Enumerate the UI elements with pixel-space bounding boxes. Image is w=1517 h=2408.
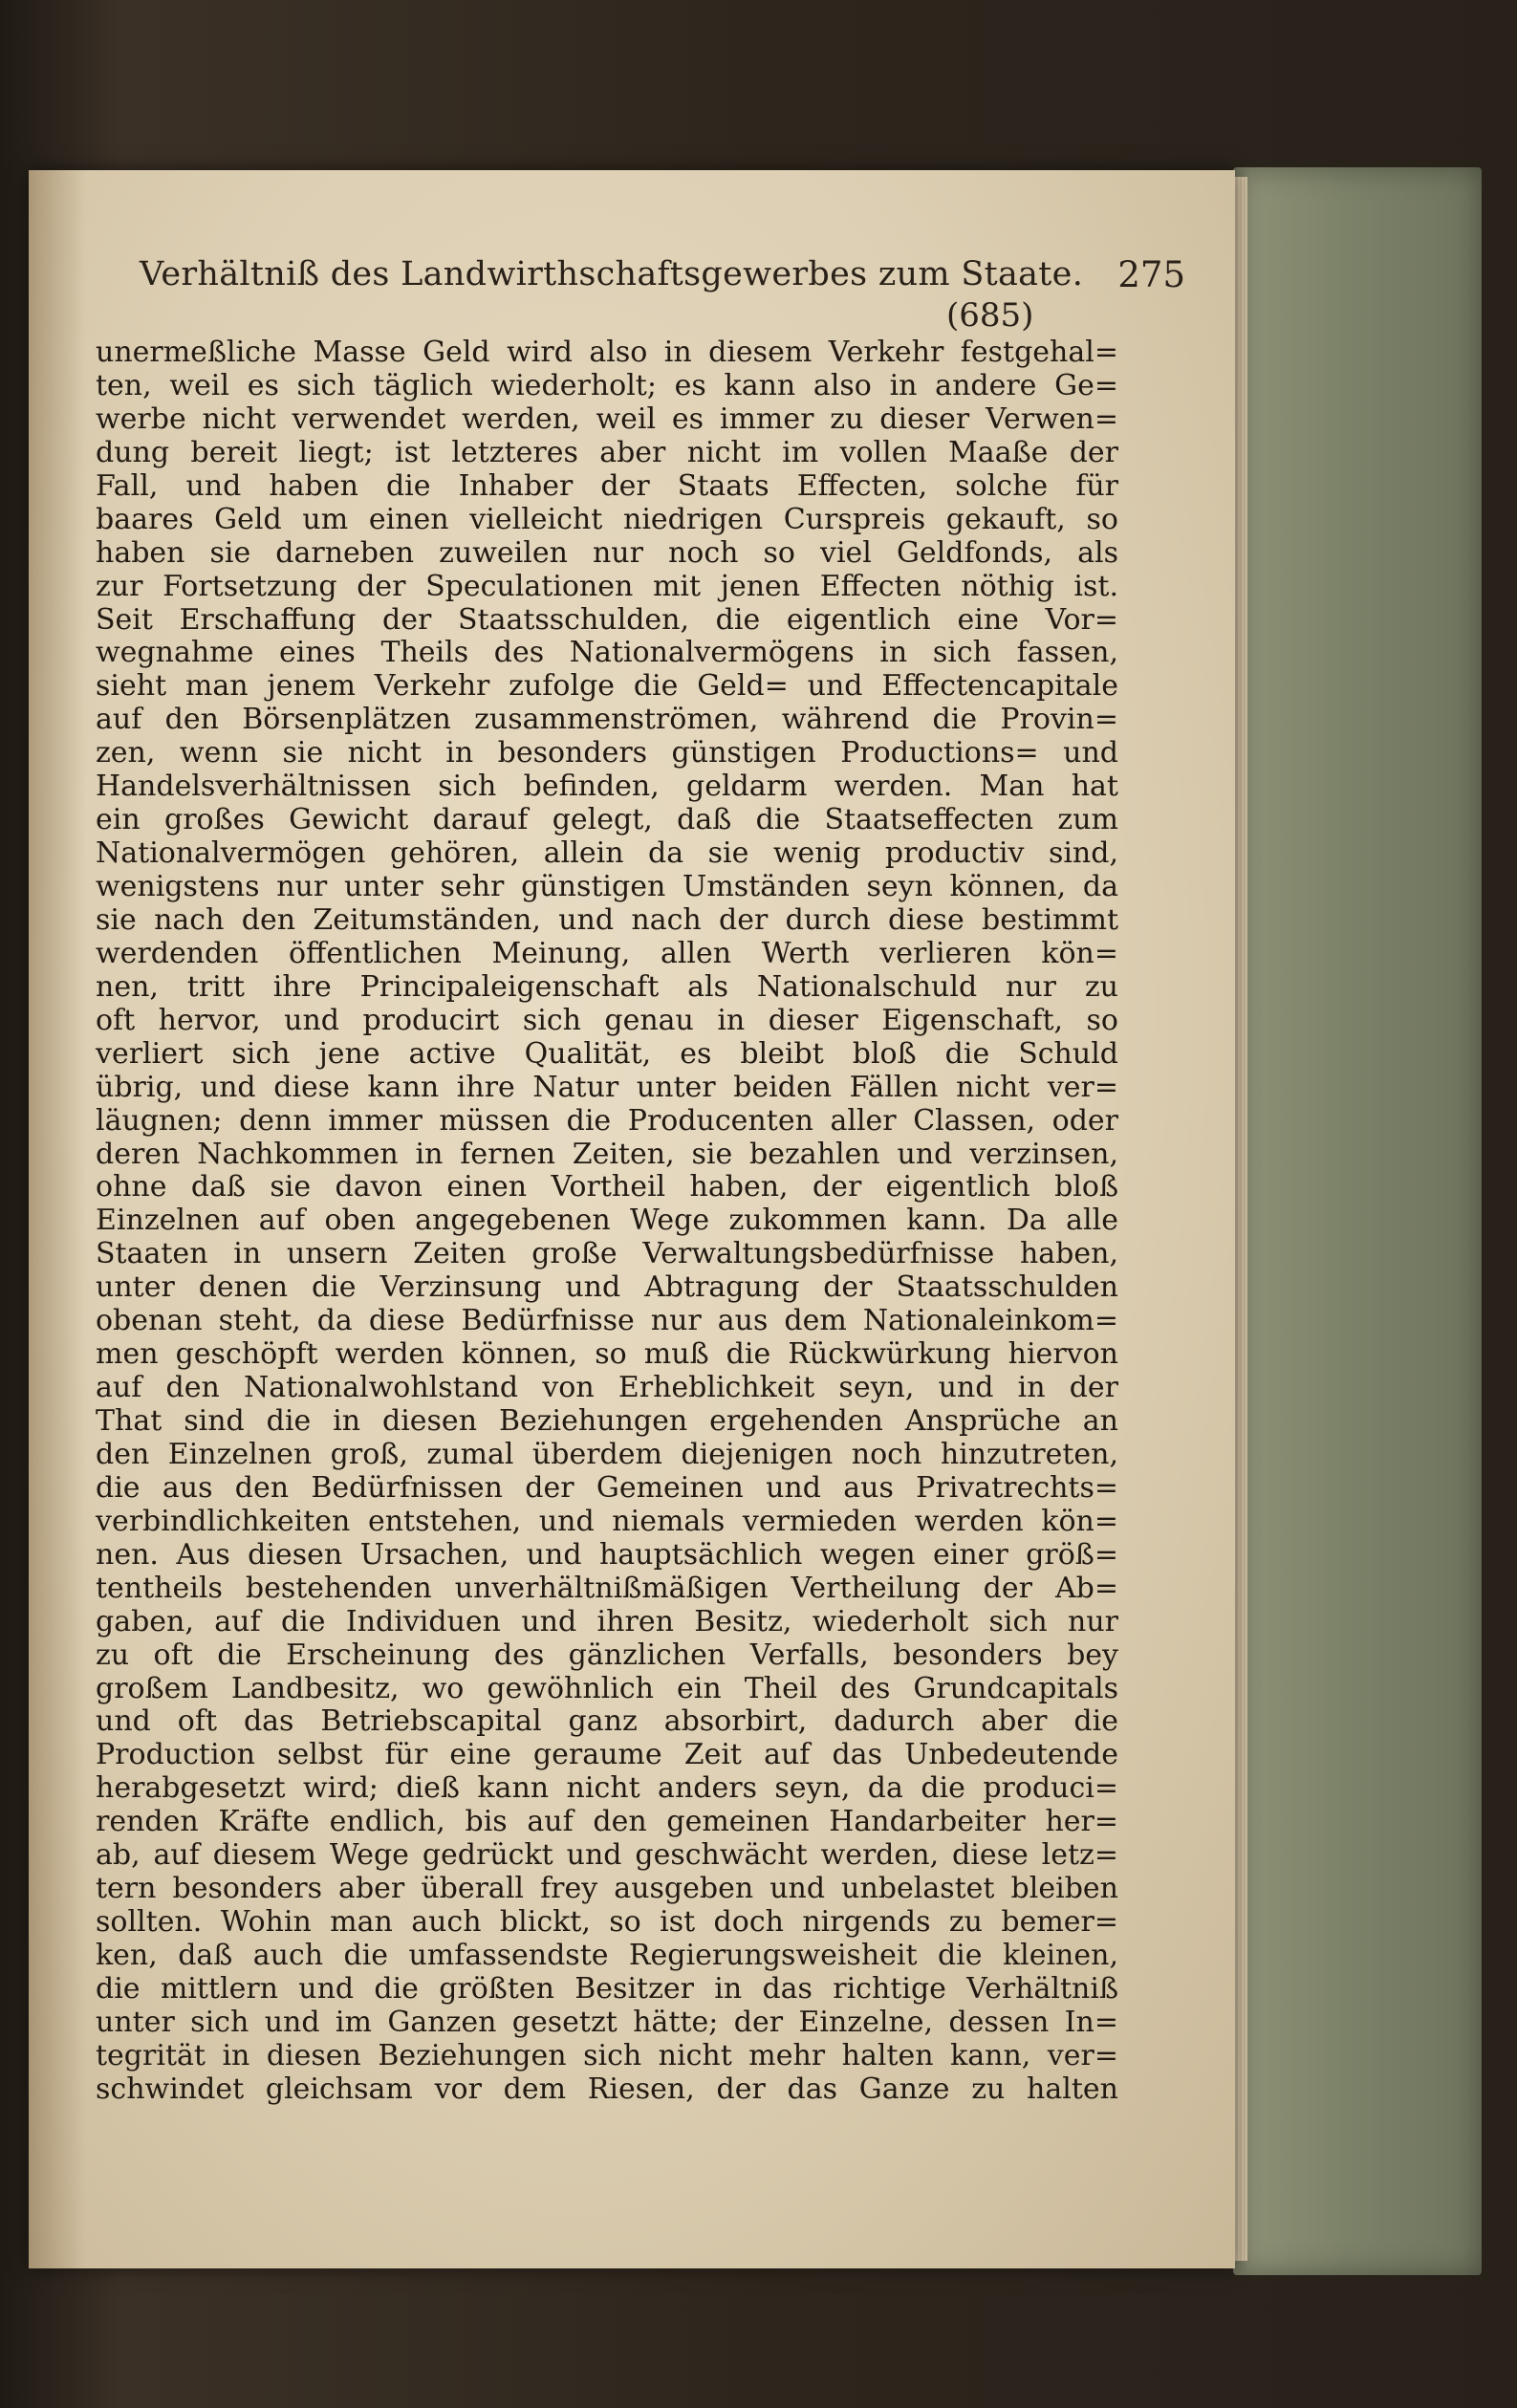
text-line: zur Fortsetzung der Speculationen mit jenen Effecten nöthig ist.: [96, 569, 1118, 603]
text-line: obenan steht, da diese Bedürfnisse nur aus dem Nationaleinkom=: [96, 1304, 1118, 1338]
text-line: ab, auf diesem Wege gedrückt und geschwächt werden, diese letz=: [96, 1838, 1118, 1873]
page-header: [140, 250, 1191, 298]
text-line: schwindet gleichsam vor dem Riesen, der das Ganze zu halten: [96, 2072, 1118, 2106]
text-line: Einzelnen auf oben angegebenen Wege zukommen kann. Da alle: [96, 1204, 1118, 1238]
text-line: Seit Erschaffung der Staatsschulden, die eigentlich eine Vor=: [96, 602, 1118, 637]
text-line: auf den Börsenplätzen zusammenströmen, während die Provin=: [96, 703, 1118, 737]
column-marker: (685): [946, 296, 1034, 335]
text-line: Production selbst für eine geraume Zeit auf das Unbedeutende: [96, 1738, 1118, 1772]
text-line: tern besonders aber überall frey ausgeben und unbelastet bleiben: [96, 1872, 1118, 1906]
text-line: oft hervor, und producirt sich genau in dieser Eigenschaft, so: [96, 1003, 1118, 1037]
text-line: auf den Nationalwohlstand von Erheblichkeit seyn, und in der: [96, 1371, 1118, 1405]
text-line: ken, daß auch die umfassendste Regierungsweisheit die kleinen,: [96, 1939, 1118, 1972]
text-line: tegrität in diesen Beziehungen sich nicht mehr halten kann, ver=: [96, 2038, 1118, 2072]
text-line: herabgesetzt wird; dieß kann nicht anders seyn, da die produci=: [96, 1771, 1118, 1806]
text-line: unermeßliche Masse Geld wird also in diesem Verkehr festgehal=: [96, 336, 1118, 369]
text-line: sollten. Wohin man auch blickt, so ist doch nirgends zu bemer=: [96, 1905, 1118, 1940]
text-line: wegnahme eines Theils des Nationalvermögens in sich fassen,: [96, 636, 1118, 670]
text-line: Fall, und haben die Inhaber der Staats Effecten, solche für: [96, 468, 1118, 503]
text-line: men geschöpft werden können, so muß die Rückwürkung hiervon: [96, 1337, 1118, 1372]
text-line: Staaten in unsern Zeiten große Verwaltungsbedürfnisse haben,: [96, 1237, 1118, 1271]
text-line: baares Geld um einen vielleicht niedrigen Curspreis gekauft, so: [96, 502, 1118, 536]
running-head: Verhältniß des Landwirthschaftsgewerbes zum Staate.: [140, 255, 1084, 293]
text-line: die mittlern und die größten Besitzer in das richtige Verhältniß: [96, 1971, 1118, 2006]
text-line: den Einzelnen groß, zumal überdem diejenigen noch hinzutreten,: [96, 1437, 1118, 1471]
text-line: ten, weil es sich täglich wiederholt; es kann also in andere Ge=: [96, 368, 1118, 402]
text-line: großem Landbesitz, wo gewöhnlich ein Theil des Grundcapitals: [96, 1671, 1118, 1705]
text-line: deren Nachkommen in fernen Zeiten, sie bezahlen und verzinsen,: [96, 1137, 1118, 1171]
text-line: verbindlichkeiten entstehen, und niemals vermieden werden kön=: [96, 1504, 1118, 1538]
text-line: sieht man jenem Verkehr zufolge die Geld= und Effectencapitale: [96, 669, 1118, 704]
text-line: werdenden öffentlichen Meinung, allen Werth verlieren kön=: [96, 936, 1118, 970]
text-line: zen, wenn sie nicht in besonders günstigen Productions= und: [96, 736, 1118, 770]
text-line: wenigstens nur unter sehr günstigen Umständen seyn können, da: [96, 870, 1118, 903]
text-line: nen, tritt ihre Principaleigenschaft als Nationalschuld nur zu: [96, 969, 1118, 1004]
text-line: zu oft die Erscheinung des gänzlichen Verfalls, besonders bey: [96, 1638, 1118, 1672]
text-line: gaben, auf die Individuen und ihren Besitz, wiederholt sich nur: [96, 1604, 1118, 1638]
text-line: und oft das Betriebscapital ganz absorbirt, dadurch aber die: [96, 1704, 1118, 1739]
text-line: unter denen die Verzinsung und Abtragung der Staatsschulden: [96, 1270, 1118, 1305]
body-text: [96, 336, 1118, 2107]
text-line: renden Kräfte endlich, bis auf den gemeinen Handarbeiter her=: [96, 1805, 1118, 1839]
text-line: nen. Aus diesen Ursachen, und hauptsächlich wegen einer größ=: [96, 1537, 1118, 1572]
book-page: [29, 170, 1235, 2268]
text-line: unter sich und im Ganzen gesetzt hätte; der Einzelne, dessen In=: [96, 2005, 1118, 2039]
text-line: ohne daß sie davon einen Vortheil haben, der eigentlich bloß: [96, 1170, 1118, 1204]
page-number: 275: [1117, 253, 1185, 295]
text-line: tentheils bestehenden unverhältnißmäßigen Vertheilung der Ab=: [96, 1571, 1118, 1605]
book-back-cover: [1233, 167, 1482, 2275]
text-line: haben sie darneben zuweilen nur noch so viel Geldfonds, als: [96, 535, 1118, 570]
text-line: Handelsverhältnissen sich befinden, geldarm werden. Man hat: [96, 770, 1118, 804]
text-line: Nationalvermögen gehören, allein da sie wenig productiv sind,: [96, 836, 1118, 871]
text-line: verliert sich jene active Qualität, es bleibt bloß die Schuld: [96, 1036, 1118, 1071]
text-line: ein großes Gewicht darauf gelegt, daß die Staatseffecten zum: [96, 803, 1118, 837]
text-line: läugnen; denn immer müssen die Producenten aller Classen, oder: [96, 1103, 1118, 1138]
text-line: übrig, und diese kann ihre Natur unter beiden Fällen nicht ver=: [96, 1070, 1118, 1104]
text-line: die aus den Bedürfnissen der Gemeinen und aus Privatrechts=: [96, 1470, 1118, 1505]
text-line: dung bereit liegt; ist letzteres aber nicht im vollen Maaße der: [96, 435, 1118, 469]
text-line: werbe nicht verwendet werden, weil es immer zu dieser Verwen=: [96, 401, 1118, 436]
text-line: sie nach den Zeitumständen, und nach der durch diese bestimmt: [96, 902, 1118, 937]
text-line: That sind die in diesen Beziehungen ergehenden Ansprüche an: [96, 1404, 1118, 1438]
